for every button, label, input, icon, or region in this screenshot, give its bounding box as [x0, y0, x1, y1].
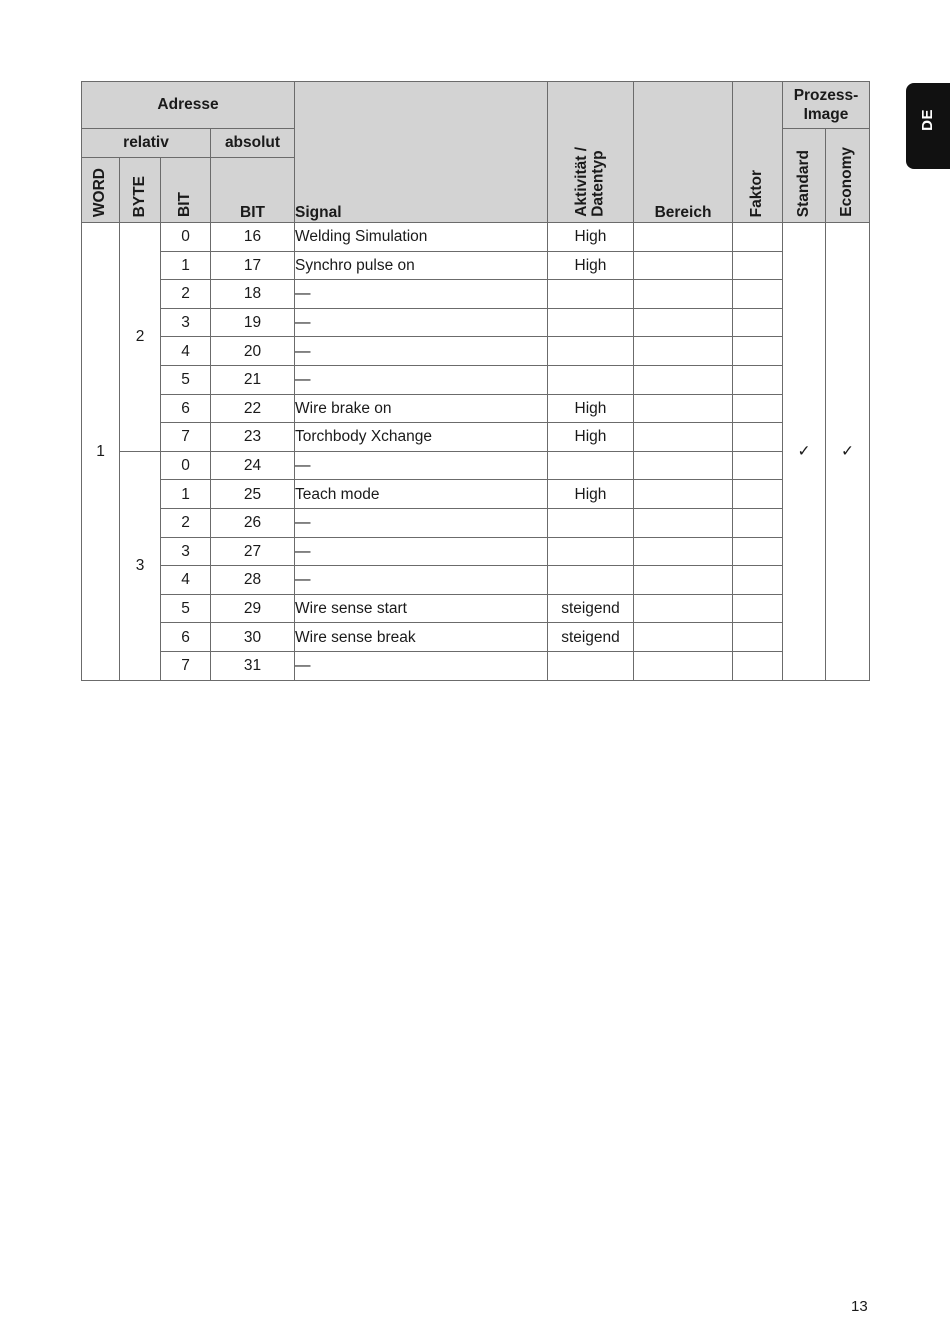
- abs-bit-cell: 19: [211, 308, 295, 337]
- factor-cell: [733, 623, 783, 652]
- factor-cell: [733, 537, 783, 566]
- table-header: [82, 82, 870, 223]
- table-row: [82, 308, 870, 337]
- bit-cell: 4: [161, 337, 211, 366]
- abs-bit-cell: 25: [211, 480, 295, 509]
- signal-cell: —: [295, 280, 548, 309]
- range-cell: [634, 394, 733, 423]
- language-tab-label: DE: [919, 109, 936, 131]
- bit-cell: 0: [161, 451, 211, 480]
- header-bit-rel: [161, 158, 211, 223]
- bit-cell: 2: [161, 280, 211, 309]
- range-cell: [634, 566, 733, 595]
- abs-bit-cell: 21: [211, 365, 295, 394]
- signal-cell: Welding Simulation: [295, 223, 548, 252]
- table-row: [82, 337, 870, 366]
- abs-bit-cell: 18: [211, 280, 295, 309]
- bit-cell: 1: [161, 251, 211, 280]
- range-cell: [634, 251, 733, 280]
- range-cell: [634, 365, 733, 394]
- header-bit-rel-label: BIT: [176, 192, 194, 217]
- activity-cell: High: [548, 251, 634, 280]
- range-cell: [634, 308, 733, 337]
- economy-check: ✓: [826, 223, 870, 681]
- header-adresse: Adresse: [82, 82, 295, 129]
- signal-cell: Torchbody Xchange: [295, 423, 548, 452]
- bit-cell: 7: [161, 423, 211, 452]
- bit-cell: 6: [161, 623, 211, 652]
- table-row: [82, 651, 870, 680]
- range-cell: [634, 537, 733, 566]
- abs-bit-cell: 30: [211, 623, 295, 652]
- table-row: [82, 223, 870, 252]
- header-bereich: Bereich: [634, 82, 733, 223]
- bit-cell: 5: [161, 365, 211, 394]
- header-aktivitaet: [548, 82, 634, 223]
- table-row: [82, 508, 870, 537]
- bit-cell: 4: [161, 566, 211, 595]
- range-cell: [634, 223, 733, 252]
- factor-cell: [733, 451, 783, 480]
- abs-bit-cell: 26: [211, 508, 295, 537]
- factor-cell: [733, 508, 783, 537]
- activity-cell: High: [548, 223, 634, 252]
- signal-cell: —: [295, 365, 548, 394]
- activity-cell: [548, 651, 634, 680]
- header-prozess-line1: Prozess-: [793, 87, 859, 104]
- table-row: [82, 423, 870, 452]
- activity-cell: [548, 508, 634, 537]
- signal-cell: —: [295, 308, 548, 337]
- header-economy: [826, 129, 870, 223]
- signal-cell: Wire brake on: [295, 394, 548, 423]
- page-number: 13: [851, 1298, 868, 1315]
- signal-cell: —: [295, 508, 548, 537]
- table-row: [82, 394, 870, 423]
- table-row: [82, 280, 870, 309]
- activity-cell: High: [548, 394, 634, 423]
- header-prozess-line2: Image: [803, 106, 849, 123]
- bit-cell: 3: [161, 537, 211, 566]
- signal-cell: —: [295, 451, 548, 480]
- abs-bit-cell: 16: [211, 223, 295, 252]
- range-cell: [634, 451, 733, 480]
- factor-cell: [733, 223, 783, 252]
- activity-cell: steigend: [548, 623, 634, 652]
- header-prozess-image: [783, 82, 870, 129]
- factor-cell: [733, 280, 783, 309]
- abs-bit-cell: 17: [211, 251, 295, 280]
- abs-bit-cell: 24: [211, 451, 295, 480]
- header-word-label: WORD: [91, 167, 109, 217]
- signal-cell: —: [295, 566, 548, 595]
- language-tab: [906, 83, 950, 169]
- bit-cell: 2: [161, 508, 211, 537]
- factor-cell: [733, 566, 783, 595]
- table-row: [82, 365, 870, 394]
- table-body: [82, 223, 870, 681]
- table-row: [82, 537, 870, 566]
- factor-cell: [733, 365, 783, 394]
- word-cell: 1: [82, 223, 120, 681]
- range-cell: [634, 423, 733, 452]
- header-absolut: absolut: [211, 129, 295, 158]
- header-bit-abs: BIT: [211, 158, 295, 223]
- abs-bit-cell: 27: [211, 537, 295, 566]
- factor-cell: [733, 480, 783, 509]
- header-standard-label: Standard: [794, 149, 812, 217]
- table-row: [82, 480, 870, 509]
- header-byte: [120, 158, 161, 223]
- activity-cell: [548, 308, 634, 337]
- signal-cell: —: [295, 537, 548, 566]
- abs-bit-cell: 22: [211, 394, 295, 423]
- range-cell: [634, 480, 733, 509]
- bit-cell: 5: [161, 594, 211, 623]
- range-cell: [634, 623, 733, 652]
- standard-check: ✓: [783, 223, 826, 681]
- activity-cell: High: [548, 480, 634, 509]
- signal-cell: Synchro pulse on: [295, 251, 548, 280]
- header-byte-label: BYTE: [130, 175, 148, 217]
- factor-cell: [733, 423, 783, 452]
- abs-bit-cell: 20: [211, 337, 295, 366]
- activity-cell: [548, 280, 634, 309]
- header-aktivitaet-line2: Datentyp: [589, 150, 607, 217]
- activity-cell: [548, 337, 634, 366]
- header-standard: [783, 129, 826, 223]
- bit-cell: 7: [161, 651, 211, 680]
- header-aktivitaet-line1: Aktivität /: [573, 147, 591, 217]
- range-cell: [634, 651, 733, 680]
- table-row: [82, 451, 870, 480]
- table-row: [82, 594, 870, 623]
- byte-cell: 3: [120, 451, 161, 680]
- range-cell: [634, 337, 733, 366]
- table-row: [82, 566, 870, 595]
- signal-table: [81, 81, 870, 681]
- byte-cell: 2: [120, 223, 161, 452]
- header-signal: Signal: [295, 82, 548, 223]
- bit-cell: 3: [161, 308, 211, 337]
- activity-cell: steigend: [548, 594, 634, 623]
- factor-cell: [733, 251, 783, 280]
- signal-cell: Wire sense break: [295, 623, 548, 652]
- activity-cell: [548, 537, 634, 566]
- factor-cell: [733, 337, 783, 366]
- header-faktor: [733, 82, 783, 223]
- range-cell: [634, 594, 733, 623]
- table-row: [82, 623, 870, 652]
- factor-cell: [733, 594, 783, 623]
- header-relativ: relativ: [82, 129, 211, 158]
- signal-cell: Wire sense start: [295, 594, 548, 623]
- range-cell: [634, 280, 733, 309]
- header-faktor-label: Faktor: [748, 169, 766, 217]
- abs-bit-cell: 23: [211, 423, 295, 452]
- factor-cell: [733, 394, 783, 423]
- activity-cell: [548, 365, 634, 394]
- activity-cell: [548, 451, 634, 480]
- abs-bit-cell: 29: [211, 594, 295, 623]
- factor-cell: [733, 308, 783, 337]
- bit-cell: 6: [161, 394, 211, 423]
- abs-bit-cell: 31: [211, 651, 295, 680]
- header-economy-label: Economy: [838, 147, 856, 217]
- activity-cell: [548, 566, 634, 595]
- header-word: [82, 158, 120, 223]
- abs-bit-cell: 28: [211, 566, 295, 595]
- range-cell: [634, 508, 733, 537]
- signal-cell: —: [295, 651, 548, 680]
- signal-cell: Teach mode: [295, 480, 548, 509]
- factor-cell: [733, 651, 783, 680]
- signal-cell: —: [295, 337, 548, 366]
- table-row: [82, 251, 870, 280]
- activity-cell: High: [548, 423, 634, 452]
- bit-cell: 0: [161, 223, 211, 252]
- bit-cell: 1: [161, 480, 211, 509]
